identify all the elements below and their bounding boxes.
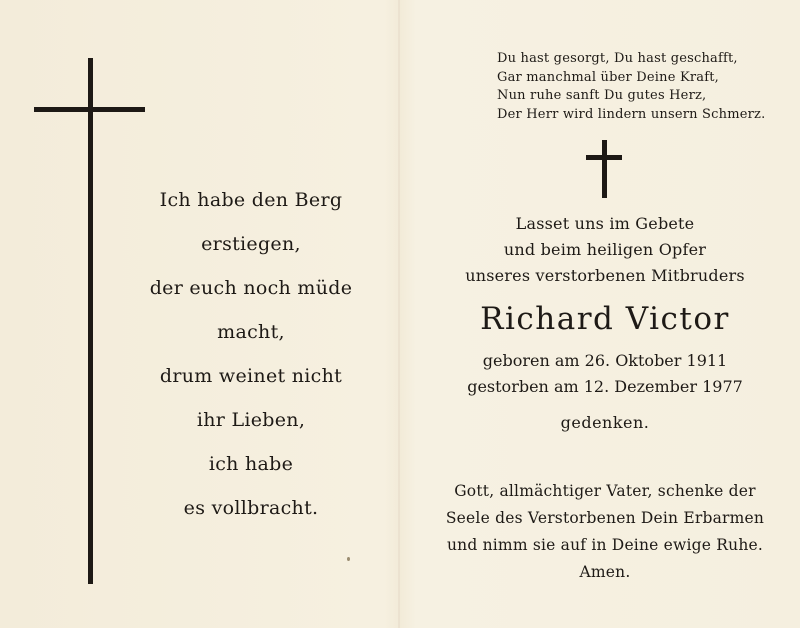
prayer-line: und nimm sie auf in Deine ewige Ruhe. (446, 536, 764, 554)
prayer-amen: Amen. (579, 563, 631, 581)
poem-line: Ich habe den Berg (159, 189, 343, 211)
poem-line: macht, (217, 321, 285, 343)
deceased-name-block (410, 297, 800, 341)
poem-line: erstiegen, (201, 233, 301, 255)
verse-line: Nun ruhe sanft Du gutes Herz, (497, 88, 707, 103)
intro-line: und beim heiligen Opfer (503, 240, 707, 259)
poem-line: ich habe (208, 453, 294, 475)
poem-line: ihr Lieben, (196, 409, 306, 431)
poem-line: drum weinet nicht (159, 365, 343, 387)
small-cross-vertical (602, 140, 607, 198)
intro-line: Lasset uns im Gebete (515, 214, 695, 233)
large-cross-vertical (88, 58, 93, 584)
deceased-name: Richard Victor (480, 301, 730, 337)
card-fold (398, 0, 400, 628)
memorial-verse (497, 50, 787, 124)
death-date: gestorben am 12. Dezember 1977 (467, 377, 743, 396)
closing-prayer (410, 478, 800, 586)
birth-date: geboren am 26. Oktober 1911 (482, 351, 728, 370)
left-poem (120, 178, 382, 530)
prayer-line: Gott, allmächtiger Vater, schenke der (454, 482, 756, 500)
verse-line: Du hast gesorgt, Du hast geschafft, (497, 51, 738, 66)
verse-line: Der Herr wird lindern unsern Schmerz. (497, 106, 766, 122)
remembrance-word: gedenken. (560, 413, 650, 432)
remembrance-word-block (410, 410, 800, 436)
verse-line: Gar manchmal über Deine Kraft, (497, 69, 720, 85)
paper-speck (347, 557, 350, 561)
small-cross-icon (586, 140, 622, 198)
small-cross-horizontal (586, 155, 622, 160)
life-dates (410, 348, 800, 400)
poem-line: der euch noch müde (149, 277, 353, 299)
large-cross-horizontal (34, 107, 145, 112)
intro-line: unseres verstorbenen Mitbruders (465, 266, 745, 285)
poem-line: es vollbracht. (183, 497, 319, 519)
prayer-line: Seele des Verstorbenen Dein Erbarmen (445, 509, 765, 527)
prayer-request (410, 211, 800, 289)
